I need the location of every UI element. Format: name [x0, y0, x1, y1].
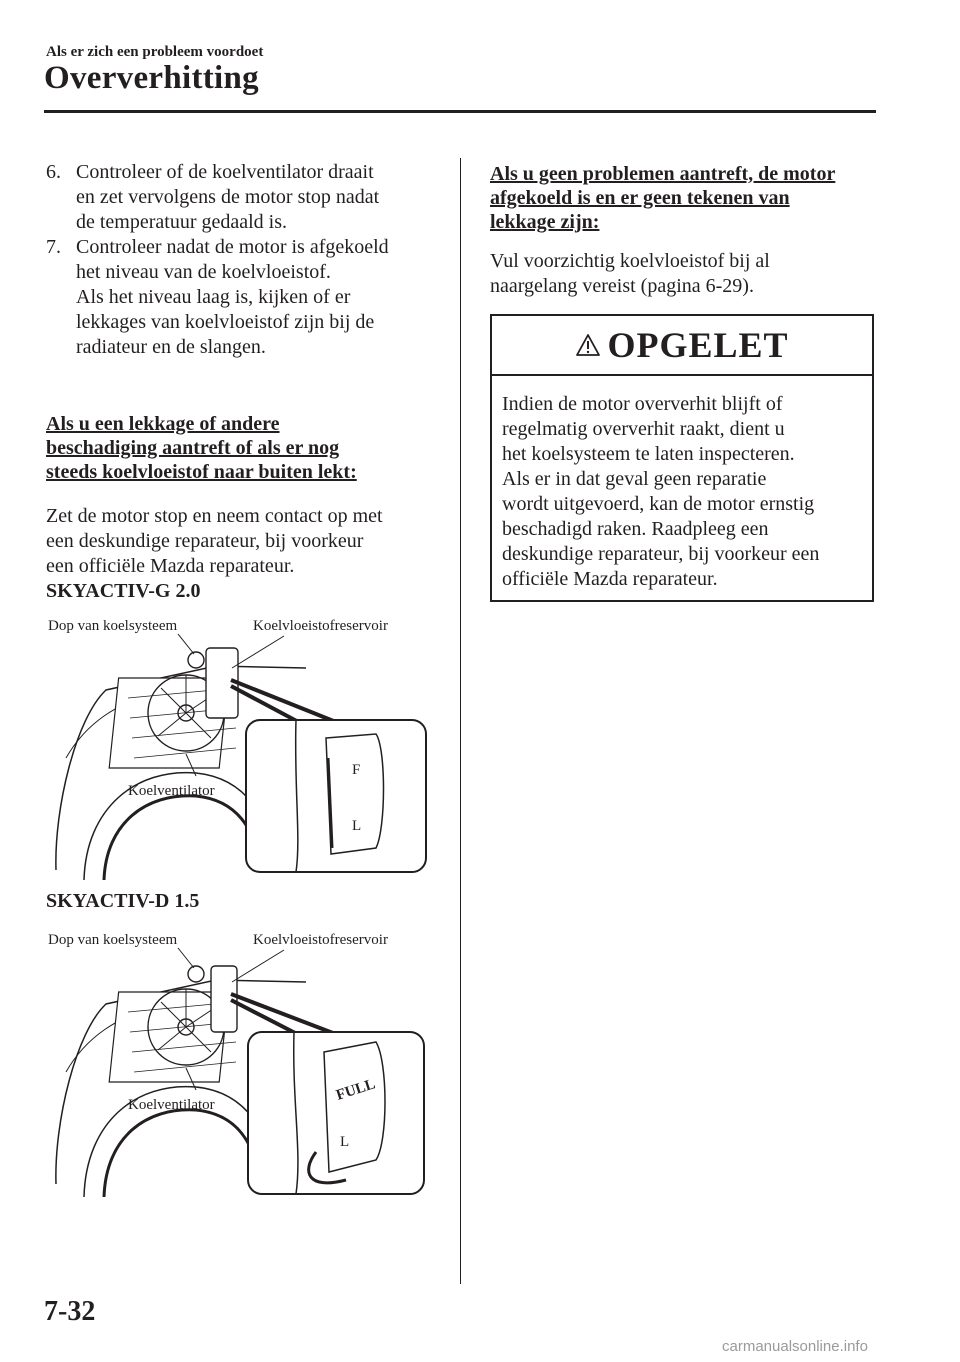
- heading-line: afgekoeld is en er geen tekenen van: [490, 187, 790, 209]
- text-line: Zet de motor stop en neem contact op met: [46, 505, 383, 527]
- caution-line: beschadigd raken. Raadpleeg een: [502, 518, 769, 540]
- page-title: Oververhitting: [44, 60, 259, 96]
- steps-list: [46, 160, 446, 360]
- column-divider: [460, 158, 461, 1284]
- label-fan: Koelventilator: [128, 1097, 215, 1113]
- step-line: de temperatuur gedaald is.: [76, 211, 288, 233]
- cap: [188, 652, 204, 668]
- page-number: 7-32: [44, 1296, 96, 1327]
- step-line: radiateur en de slangen.: [76, 336, 266, 358]
- text-line: een deskundige reparateur, bij voorkeur: [46, 530, 364, 552]
- figure-title-d15: SKYACTIV-D 1.5: [46, 890, 200, 912]
- mark-full: FULL: [334, 1076, 378, 1104]
- engine-figure-d15: [46, 922, 436, 1197]
- caution-line: deskundige reparateur, bij voorkeur een: [502, 543, 820, 565]
- figure-title-g20: SKYACTIV-G 2.0: [46, 580, 201, 602]
- caution-header: [492, 316, 872, 374]
- label-fan: Koelventilator: [128, 783, 215, 799]
- text-line: een officiële Mazda reparateur.: [46, 555, 295, 577]
- leak-heading: [46, 412, 446, 484]
- heading-line: Als u geen problemen aantreft, de motor: [490, 163, 836, 185]
- cap: [188, 966, 204, 982]
- wheel-tire: [104, 796, 260, 880]
- step-line: en zet vervolgens de motor stop nadat: [76, 186, 380, 208]
- watermark: carmanualsonline.info: [722, 1338, 868, 1355]
- wheel-tire: [104, 1110, 260, 1197]
- caution-line: regelmatig oververhit raakt, dient u: [502, 418, 785, 440]
- section-label: Als er zich een probleem voordoet: [46, 44, 264, 60]
- step-line: lekkages van koelvloeistof zijn bij de: [76, 311, 375, 333]
- step-line: het niveau van de koelvloeistof.: [76, 261, 331, 283]
- caution-text: [502, 392, 864, 592]
- step-line: Als het niveau laag is, kijken of er: [76, 286, 351, 308]
- warning-icon: [575, 333, 601, 357]
- engine-figure-g20: [46, 608, 436, 880]
- no-problem-text: [490, 249, 880, 299]
- mark-low: L: [340, 1134, 350, 1150]
- step-number: 6.: [46, 161, 61, 183]
- caution-box: [490, 314, 874, 602]
- caution-line: Als er in dat geval geen reparatie: [502, 468, 767, 490]
- label-reservoir: Koelvloeistofreservoir: [253, 618, 388, 634]
- step-number: 7.: [46, 236, 61, 258]
- caution-line: wordt uitgevoerd, kan de motor ernstig: [502, 493, 815, 515]
- step-line: Controleer of de koelventilator draait: [76, 161, 374, 183]
- heading-line: steeds koelvloeistof naar buiten lekt:: [46, 461, 357, 483]
- caution-title: OPGELET: [607, 325, 789, 365]
- leak-text: [46, 504, 446, 579]
- label-cap: Dop van koelsysteem: [48, 618, 178, 634]
- text-line: Vul voorzichtig koelvloeistof bij al: [490, 250, 770, 272]
- no-problem-heading: [490, 162, 880, 234]
- step-line: Controleer nadat de motor is afgekoeld: [76, 236, 389, 258]
- caution-line: Indien de motor oververhit blijft of: [502, 393, 783, 415]
- heading-line: lekkage zijn:: [490, 211, 600, 233]
- step-7: [46, 235, 446, 360]
- label-reservoir: Koelvloeistofreservoir: [253, 932, 388, 948]
- mark-low: L: [352, 818, 362, 834]
- label-cap: Dop van koelsysteem: [48, 932, 178, 948]
- step-6: [46, 160, 446, 235]
- caution-divider: [492, 374, 872, 376]
- heading-line: beschadiging aantreft of als er nog: [46, 437, 340, 459]
- mark-full: F: [352, 762, 361, 778]
- heading-line: Als u een lekkage of andere: [46, 413, 280, 435]
- caution-line: officiële Mazda reparateur.: [502, 568, 718, 590]
- text-line: naargelang vereist (pagina 6-29).: [490, 275, 754, 297]
- caution-line: het koelsysteem te laten inspecteren.: [502, 443, 795, 465]
- title-rule: [44, 110, 876, 113]
